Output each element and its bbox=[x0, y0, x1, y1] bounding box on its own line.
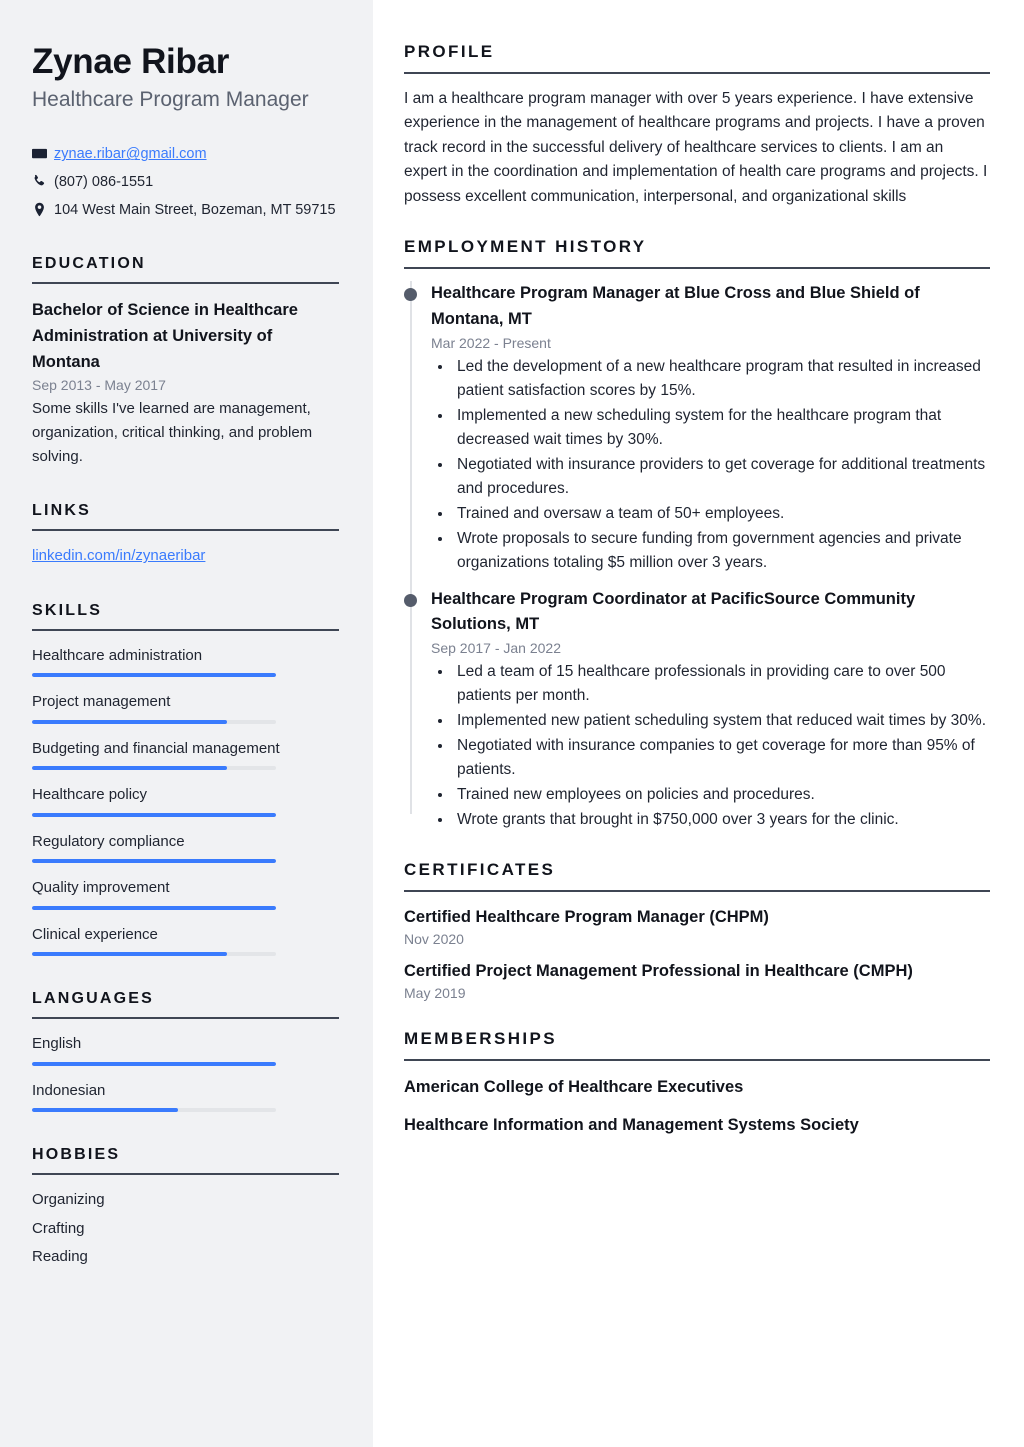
certificate-date: Nov 2020 bbox=[404, 931, 464, 948]
memberships-section bbox=[404, 1029, 990, 1137]
profile-heading: PROFILE bbox=[404, 42, 495, 61]
skill-level-bar bbox=[32, 906, 276, 910]
education-entry bbox=[32, 298, 339, 468]
language-level-bar bbox=[32, 1062, 276, 1066]
certificates-section bbox=[404, 860, 990, 1001]
skills-heading: SKILLS bbox=[32, 601, 103, 619]
profile-text: I am a healthcare program manager with over 5 years experience. I have extensive experience in the management of healthcare programs and projects. I have a proven track record in the successful delivery of healthcare services to clients. I am an expert in the coordination and implementation of health care programs and projects. I possess excellent communication, interpersonal, and organizational skills bbox=[404, 90, 988, 205]
education-date: Sep 2013 - May 2017 bbox=[32, 377, 166, 394]
list-item: • Wrote grants that brought in $750,000 over 3 years for the clinic. bbox=[453, 808, 990, 832]
employment-title: Healthcare Program Manager at Blue Cross and Blue Shield of Montana, MT bbox=[431, 284, 920, 328]
employment-history-section bbox=[404, 237, 990, 832]
envelope-icon bbox=[32, 144, 54, 161]
contact-phone-row bbox=[32, 172, 339, 193]
contact-address-text: 104 West Main Street, Bozeman, MT 59715 bbox=[54, 202, 336, 219]
list-item bbox=[32, 1033, 339, 1066]
skill-level-fill bbox=[32, 673, 276, 677]
list-item bbox=[32, 831, 339, 864]
language-level-fill bbox=[32, 1062, 276, 1066]
main-content bbox=[373, 0, 1024, 1447]
certificate-entry bbox=[404, 947, 990, 1001]
skill-level-fill bbox=[32, 952, 227, 956]
timeline-dot-icon bbox=[404, 594, 417, 607]
language-label: English bbox=[32, 1035, 82, 1053]
skill-level-fill bbox=[32, 720, 227, 724]
certificate-title: Certified Healthcare Program Manager (CHPM) bbox=[404, 907, 769, 926]
employment-entry bbox=[404, 587, 990, 832]
memberships-heading: MEMBERSHIPS bbox=[404, 1029, 557, 1049]
language-label: Indonesian bbox=[32, 1081, 106, 1099]
links-section bbox=[32, 502, 339, 568]
list-item: • Negotiated with insurance providers to get coverage for additional treatments and procedures. bbox=[453, 453, 990, 501]
list-item: • Wrote proposals to secure funding from government agencies and private organizations totaling $5 million over 3 years. bbox=[453, 527, 990, 575]
list-item: • Negotiated with insurance companies to get coverage for more than 95% of patients. bbox=[453, 734, 990, 782]
skill-level-bar bbox=[32, 720, 276, 724]
languages-heading: LANGUAGES bbox=[32, 990, 155, 1008]
list-item: Reading bbox=[32, 1248, 88, 1266]
links-body bbox=[32, 531, 339, 568]
membership-entry: Healthcare Information and Management Systems Society bbox=[404, 1116, 859, 1135]
links-heading: LINKS bbox=[32, 502, 91, 520]
skill-level-fill bbox=[32, 813, 276, 817]
skill-level-fill bbox=[32, 859, 276, 863]
timeline-dot-icon bbox=[404, 288, 417, 301]
skill-label: Regulatory compliance bbox=[32, 832, 185, 850]
language-level-fill bbox=[32, 1108, 178, 1112]
hobbies-section bbox=[32, 1146, 339, 1269]
phone-icon bbox=[32, 172, 54, 189]
languages-body bbox=[32, 1019, 339, 1112]
education-body bbox=[32, 284, 339, 468]
education-section bbox=[32, 255, 339, 468]
list-item bbox=[32, 924, 339, 957]
employment-entry bbox=[404, 281, 990, 574]
skill-label: Project management bbox=[32, 693, 171, 711]
list-item bbox=[32, 1080, 339, 1113]
list-item bbox=[32, 645, 339, 678]
list-item: Crafting bbox=[32, 1219, 85, 1237]
education-heading: EDUCATION bbox=[32, 255, 146, 273]
skill-level-bar bbox=[32, 952, 276, 956]
employment-date: Mar 2022 - Present bbox=[431, 334, 551, 351]
list-item[interactable] bbox=[32, 545, 339, 568]
skill-level-bar bbox=[32, 813, 276, 817]
list-item bbox=[32, 738, 339, 771]
certificates-heading: CERTIFICATES bbox=[404, 859, 556, 879]
skill-level-bar bbox=[32, 766, 276, 770]
languages-section bbox=[32, 990, 339, 1112]
education-description: Some skills I've learned are management, organization, critical thinking, and problem solving. bbox=[32, 400, 313, 465]
skill-level-bar bbox=[32, 859, 276, 863]
employment-bullets bbox=[453, 355, 990, 575]
language-level-bar bbox=[32, 1108, 276, 1112]
list-item bbox=[32, 784, 339, 817]
employment-title: Healthcare Program Coordinator at PacificSource Community Solutions, MT bbox=[431, 589, 916, 634]
skill-label: Quality improvement bbox=[32, 879, 170, 897]
list-item: • Led the development of a new healthcare program that resulted in increased patient satisfaction scores by 15%. bbox=[453, 355, 990, 403]
location-pin-icon bbox=[32, 200, 54, 217]
hobbies-body bbox=[32, 1175, 339, 1269]
skill-label: Clinical experience bbox=[32, 925, 158, 943]
skill-label: Healthcare administration bbox=[32, 646, 203, 664]
skill-label: Healthcare policy bbox=[32, 786, 148, 804]
education-title: Bachelor of Science in Healthcare Administration at University of Montana bbox=[32, 301, 298, 371]
employment-bullets bbox=[453, 660, 990, 832]
list-item bbox=[32, 877, 339, 910]
page-title: Zynae Ribar bbox=[32, 42, 230, 81]
job-title-subtitle: Healthcare Program Manager bbox=[32, 88, 309, 112]
contact-email-row[interactable] bbox=[32, 144, 339, 165]
hobbies-heading: HOBBIES bbox=[32, 1146, 121, 1164]
skills-section bbox=[32, 602, 339, 957]
contact-address-row bbox=[32, 200, 339, 221]
certificate-date: May 2019 bbox=[404, 985, 466, 1002]
email-link[interactable]: zynae.ribar@gmail.com bbox=[54, 146, 207, 163]
employment-date: Sep 2017 - Jan 2022 bbox=[431, 639, 561, 656]
list-item: • Trained new employees on policies and procedures. bbox=[453, 783, 990, 807]
skill-level-fill bbox=[32, 906, 276, 910]
certificate-title: Certified Project Management Professional in Healthcare (CMPH) bbox=[404, 962, 913, 981]
list-item: Organizing bbox=[32, 1191, 105, 1209]
profile-section bbox=[404, 42, 990, 209]
certificate-entry bbox=[404, 892, 990, 947]
list-item bbox=[32, 691, 339, 724]
list-item: • Implemented new patient scheduling system that reduced wait times by 30%. bbox=[453, 709, 990, 733]
contact-list bbox=[32, 144, 339, 221]
skills-body bbox=[32, 631, 339, 957]
sidebar bbox=[0, 0, 373, 1447]
skill-level-fill bbox=[32, 766, 227, 770]
list-item: • Led a team of 15 healthcare professionals in providing care to over 500 patients per month. bbox=[453, 660, 990, 708]
membership-entry: American College of Healthcare Executives bbox=[404, 1078, 744, 1097]
skill-label: Budgeting and financial management bbox=[32, 739, 280, 757]
employment-timeline bbox=[404, 269, 990, 832]
skill-level-bar bbox=[32, 673, 276, 677]
linkedin-link[interactable]: linkedin.com/in/zynaeribar bbox=[32, 547, 206, 565]
contact-email-text bbox=[54, 144, 339, 165]
employment-heading: EMPLOYMENT HISTORY bbox=[404, 237, 647, 257]
list-item: • Implemented a new scheduling system for the healthcare program that decreased wait times by 30%. bbox=[453, 404, 990, 452]
contact-phone-text: (807) 086-1551 bbox=[54, 174, 154, 191]
list-item: • Trained and oversaw a team of 50+ employees. bbox=[453, 502, 990, 526]
